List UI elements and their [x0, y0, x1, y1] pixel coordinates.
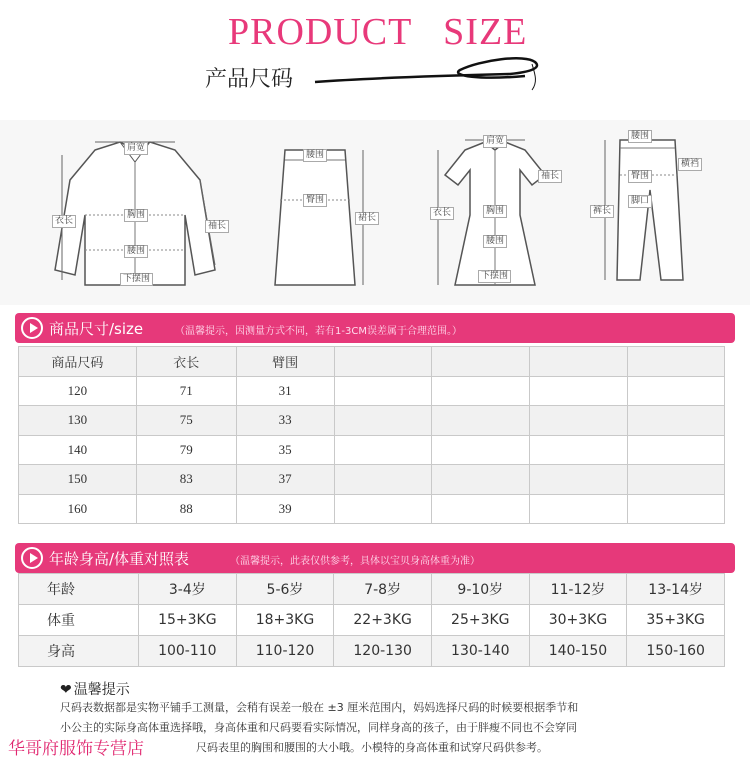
table-cell: 150-160	[627, 636, 725, 667]
table-cell: 120	[19, 376, 137, 406]
age-section-title: 年龄身高/体重对照表	[49, 550, 190, 568]
table-header-row	[19, 347, 725, 377]
table-header	[530, 347, 628, 377]
table-cell	[432, 376, 530, 406]
table-cell	[628, 494, 725, 524]
skirt-label: 裙长	[355, 212, 379, 225]
dress-label: 腰围	[483, 235, 507, 248]
table-cell: 35	[236, 435, 334, 465]
table-cell	[530, 435, 628, 465]
table-cell	[628, 376, 725, 406]
table-cell	[432, 406, 530, 436]
table-cell: 160	[19, 494, 137, 524]
table-row	[19, 605, 725, 636]
table-cell: 37	[236, 465, 334, 495]
table-cell: 体重	[19, 605, 139, 636]
table-cell: 15+3KG	[139, 605, 237, 636]
notes-heading	[60, 679, 130, 699]
table-cell	[628, 435, 725, 465]
table-cell	[628, 465, 725, 495]
table-cell: 130	[19, 406, 137, 436]
age-section-bar	[15, 543, 735, 573]
table-cell: 年龄	[19, 574, 139, 605]
table-cell: 79	[136, 435, 236, 465]
play-icon	[21, 317, 43, 339]
table-cell: 9-10岁	[431, 574, 529, 605]
notes-line: 小公主的实际身高体重选择哦，身高体重和尺码要看实际情况，同样身高的孩子，由于胖瘦不同也不会穿同	[60, 721, 577, 734]
table-cell: 35+3KG	[627, 605, 725, 636]
dress-label: 下摆围	[478, 270, 511, 283]
table-header: 商品尺码	[19, 347, 137, 377]
size-section-note: （温馨提示，因测量方式不同，若有1-3CM误差属于合理范围。）	[175, 326, 462, 337]
notes-body	[60, 698, 735, 758]
table-row	[19, 465, 725, 495]
skirt-label: 臀围	[303, 194, 327, 207]
heart-icon: ❤	[60, 682, 72, 698]
size-table	[18, 346, 725, 524]
dress-label: 袖长	[538, 170, 562, 183]
table-cell: 7-8岁	[334, 574, 432, 605]
table-cell: 75	[136, 406, 236, 436]
table-cell: 140	[19, 435, 137, 465]
table-cell	[334, 376, 432, 406]
store-watermark: 华哥府服饰专营店	[8, 734, 144, 759]
table-cell: 5-6岁	[236, 574, 334, 605]
shirt-label: 衣长	[52, 215, 76, 228]
table-cell: 3-4岁	[139, 574, 237, 605]
pants-label: 横裆	[678, 158, 702, 171]
dress-label: 衣长	[430, 207, 454, 220]
table-cell: 30+3KG	[529, 605, 627, 636]
table-cell: 140-150	[529, 636, 627, 667]
size-section-title: 商品尺寸/size	[49, 320, 144, 338]
notes-heading-text: 温馨提示	[73, 682, 130, 698]
table-cell: 11-12岁	[529, 574, 627, 605]
table-header	[628, 347, 725, 377]
shirt-label: 肩宽	[124, 142, 148, 155]
table-cell	[432, 494, 530, 524]
shirt-label: 下摆围	[120, 273, 153, 286]
table-cell: 18+3KG	[236, 605, 334, 636]
pants-label: 臀围	[628, 170, 652, 183]
scribble-decoration	[310, 50, 550, 100]
table-cell	[334, 435, 432, 465]
table-row	[19, 376, 725, 406]
table-cell	[334, 406, 432, 436]
table-cell: 83	[136, 465, 236, 495]
table-cell: 71	[136, 376, 236, 406]
table-cell	[628, 406, 725, 436]
table-cell	[530, 376, 628, 406]
table-cell: 25+3KG	[431, 605, 529, 636]
table-cell: 39	[236, 494, 334, 524]
table-cell	[432, 465, 530, 495]
table-cell: 身高	[19, 636, 139, 667]
table-cell: 13-14岁	[627, 574, 725, 605]
table-cell	[334, 465, 432, 495]
table-cell: 130-140	[431, 636, 529, 667]
table-cell: 22+3KG	[334, 605, 432, 636]
table-header	[432, 347, 530, 377]
age-table	[18, 573, 725, 667]
table-cell	[530, 465, 628, 495]
dress-label: 胸围	[483, 205, 507, 218]
table-row	[19, 574, 725, 605]
pants-label: 脚口	[628, 195, 652, 208]
table-cell: 31	[236, 376, 334, 406]
size-section-bar	[15, 313, 735, 343]
notes-line: 尺码表里的胸围和腰围的大小哦。小模特的身高体重和试穿尺码供参考。	[196, 741, 548, 754]
table-cell	[530, 494, 628, 524]
play-icon	[21, 547, 43, 569]
table-row	[19, 435, 725, 465]
table-cell: 88	[136, 494, 236, 524]
pants-label: 裤长	[590, 205, 614, 218]
table-cell: 120-130	[334, 636, 432, 667]
age-section-note: （温馨提示，此表仅供参考，具体以宝贝身高体重为准）	[230, 556, 480, 567]
table-cell: 100-110	[139, 636, 237, 667]
pants-label: 腰围	[628, 130, 652, 143]
table-header: 衣长	[136, 347, 236, 377]
table-cell: 150	[19, 465, 137, 495]
notes-line: 尺码表数据都是实物平铺手工测量，会稍有误差一般在 ±3 厘米范围内，妈妈选择尺码的时候要根据季节和	[60, 701, 579, 714]
skirt-label: 腰围	[303, 149, 327, 162]
table-header	[334, 347, 432, 377]
table-row	[19, 636, 725, 667]
table-cell	[334, 494, 432, 524]
table-row	[19, 406, 725, 436]
table-cell	[530, 406, 628, 436]
table-header: 臂围	[236, 347, 334, 377]
shirt-label: 胸围	[124, 209, 148, 222]
table-cell	[432, 435, 530, 465]
table-cell: 33	[236, 406, 334, 436]
shirt-label: 袖长	[205, 220, 229, 233]
dress-label: 肩宽	[483, 135, 507, 148]
product-size-title: PRODUCT SIZE	[228, 11, 528, 53]
table-row	[19, 494, 725, 524]
garment-diagrams	[0, 120, 750, 305]
shirt-label: 腰围	[124, 245, 148, 258]
product-size-subtitle: 产品尺码	[205, 67, 294, 92]
table-cell: 110-120	[236, 636, 334, 667]
